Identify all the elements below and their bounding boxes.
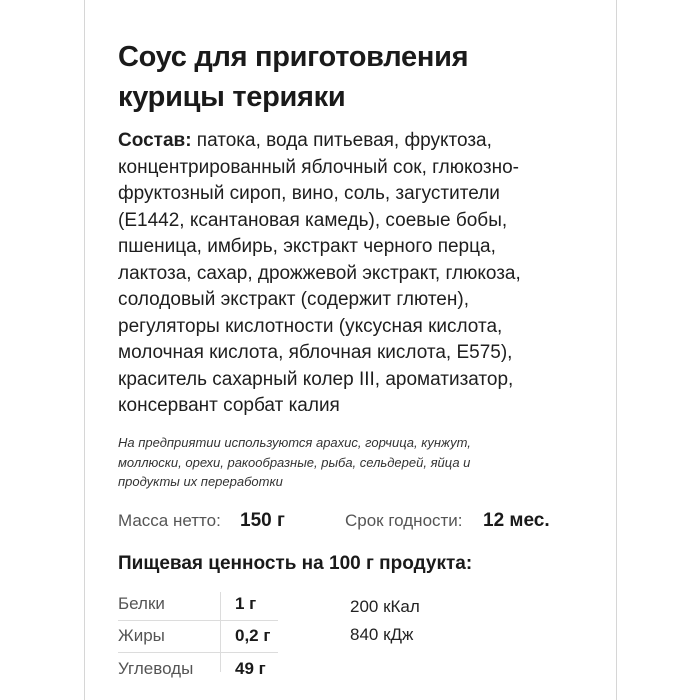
shelf-life-label: Срок годности:	[345, 511, 463, 530]
fat-label: Жиры	[118, 626, 165, 645]
composition-line-5: пшеница, имбирь, экстракт черного перца,	[118, 236, 496, 257]
carbs-label: Углеводы	[118, 659, 194, 678]
composition-line-8: регуляторы кислотности (уксусная кислота,	[118, 315, 503, 337]
product-title	[118, 37, 598, 117]
composition-label: Состав:	[118, 130, 192, 151]
carbs-value: 49 г	[235, 659, 266, 678]
right-border-line	[616, 0, 617, 700]
allergen-line-3: продукты их переработки	[118, 474, 283, 489]
fat-value: 0,2 г	[235, 626, 271, 645]
protein-value: 1 г	[235, 594, 257, 613]
composition-line-2: концентрированный яблочный сок, глюкозно-	[118, 156, 519, 178]
composition-line-3: фруктозный сироп, вино, соль, загустители	[118, 183, 500, 204]
nutrition-row-divider	[118, 620, 278, 621]
composition-block	[118, 128, 588, 420]
net-mass-label: Масса нетто:	[118, 511, 221, 530]
nutrition-column-divider	[220, 592, 221, 672]
energy-kcal: 200 кКал	[350, 597, 420, 616]
product-title-line-2: курицы терияки	[118, 81, 346, 113]
composition-line-10: краситель сахарный колер III, ароматизатор,	[118, 368, 514, 390]
composition-line-1	[118, 128, 588, 155]
allergen-line-2: моллюски, орехи, ракообразные, рыба, сельдерей, яйца и	[118, 454, 471, 470]
left-border-line	[84, 0, 85, 700]
composition-line-9: молочная кислота, яблочная кислота, Е575),	[118, 342, 513, 363]
protein-label: Белки	[118, 594, 165, 613]
composition-text-1: патока, вода питьевая, фруктоза,	[191, 130, 492, 151]
allergen-line-1: На предприятии используются арахис, горчица, кунжут,	[118, 435, 471, 450]
allergen-notice	[118, 433, 588, 492]
nutrition-row-divider	[118, 652, 278, 653]
net-mass-value: 150 г	[240, 510, 285, 531]
nutrition-title: Пищевая ценность на 100 г продукта:	[118, 553, 473, 574]
composition-line-11: консервант сорбат калия	[118, 395, 340, 416]
composition-line-6: лактоза, сахар, дрожжевой экстракт, глюкоза,	[118, 262, 521, 284]
energy-kj: 840 кДж	[350, 625, 414, 644]
shelf-life-value: 12 мес.	[483, 510, 550, 531]
product-title-line-1: Соус для приготовления	[118, 41, 469, 73]
composition-line-4: (Е1442, ксантановая камедь), соевые бобы,	[118, 209, 508, 231]
composition-line-7: солодовый экстракт (содержит глютен),	[118, 289, 469, 310]
